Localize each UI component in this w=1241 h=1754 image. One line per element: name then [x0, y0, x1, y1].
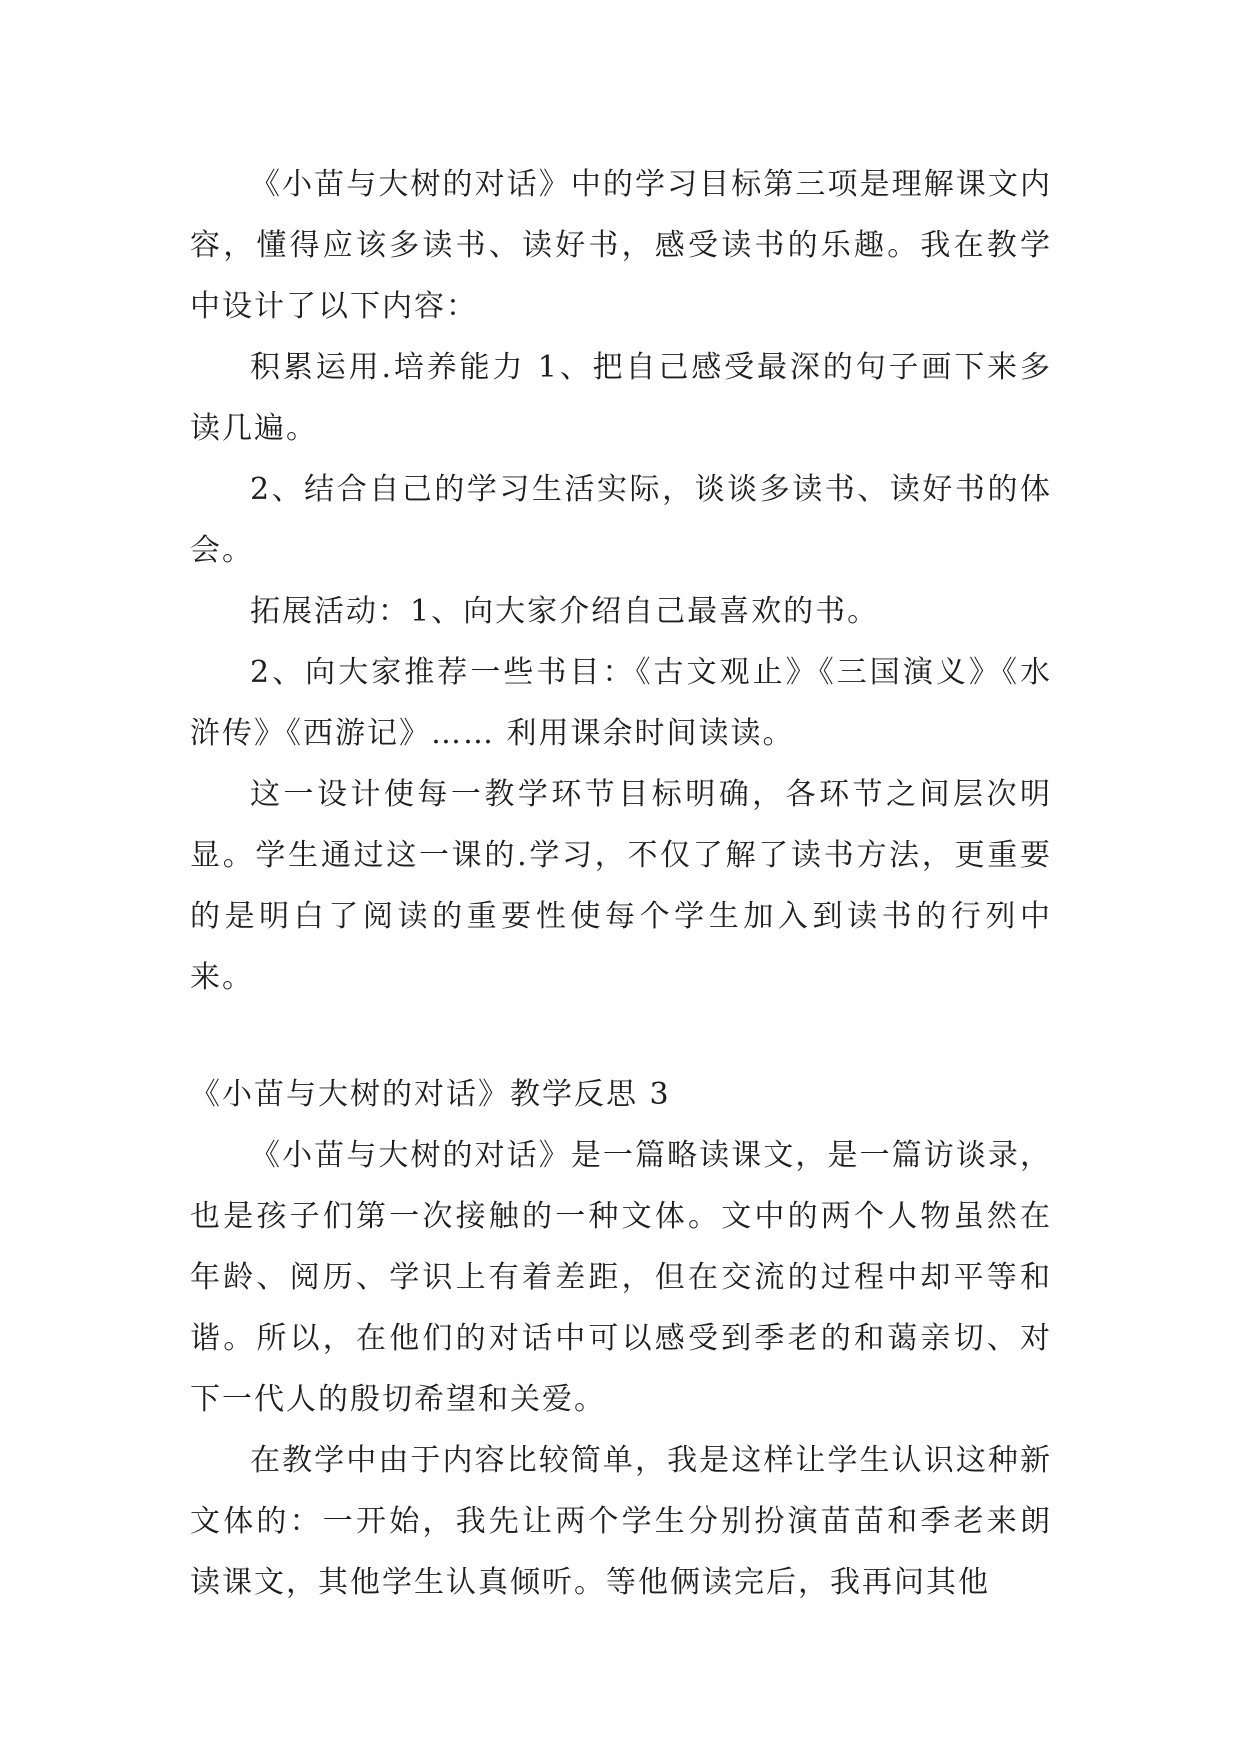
paragraph: 2、向大家推荐一些书目：《古文观止》《三国演义》《水浒传》《西游记》…… 利用课余时间读读。 [190, 655, 1052, 751]
paragraph: 《小苗与大树的对话》中的学习目标第三项是理解课文内容，懂得应该多读书、读好书，感受读书的乐趣。我在教学中设计了以下内容： [190, 167, 1052, 324]
section-title: 《小苗与大树的对话》教学反思 3 [190, 1077, 671, 1112]
paragraph: 积累运用.培养能力 1、把自己感受最深的句子画下来多读几遍。 [190, 350, 1052, 446]
paragraph: 《小苗与大树的对话》是一篇略读课文，是一篇访谈录，也是孩子们第一次接触的一种文体。文中的两个人物虽然在年龄、阅历、学识上有着差距，但在交流的过程中却平等和谐。所以，在他们的对话中可以感受到季老的和蔼亲切、对下一代人的殷切希望和关爱。 [190, 1138, 1052, 1417]
paragraph: 拓展活动：1、向大家介绍自己最喜欢的书。 [250, 594, 880, 629]
paragraph: 2、结合自己的学习生活实际，谈谈多读书、读好书的体会。 [190, 472, 1052, 568]
paragraph: 在教学中由于内容比较简单，我是这样让学生认识这种新文体的：一开始，我先让两个学生分别扮演苗苗和季老来朗读课文，其他学生认真倾听。等他俩读完后，我再问其他 [190, 1443, 1052, 1600]
document-body [190, 154, 1052, 1613]
section-gap [190, 1008, 1052, 1064]
paragraph: 这一设计使每一教学环节目标明确，各环节之间层次明显。学生通过这一课的.学习，不仅了解了读书方法，更重要的是明白了阅读的重要性使每个学生加入到读书的行列中来。 [190, 777, 1052, 995]
